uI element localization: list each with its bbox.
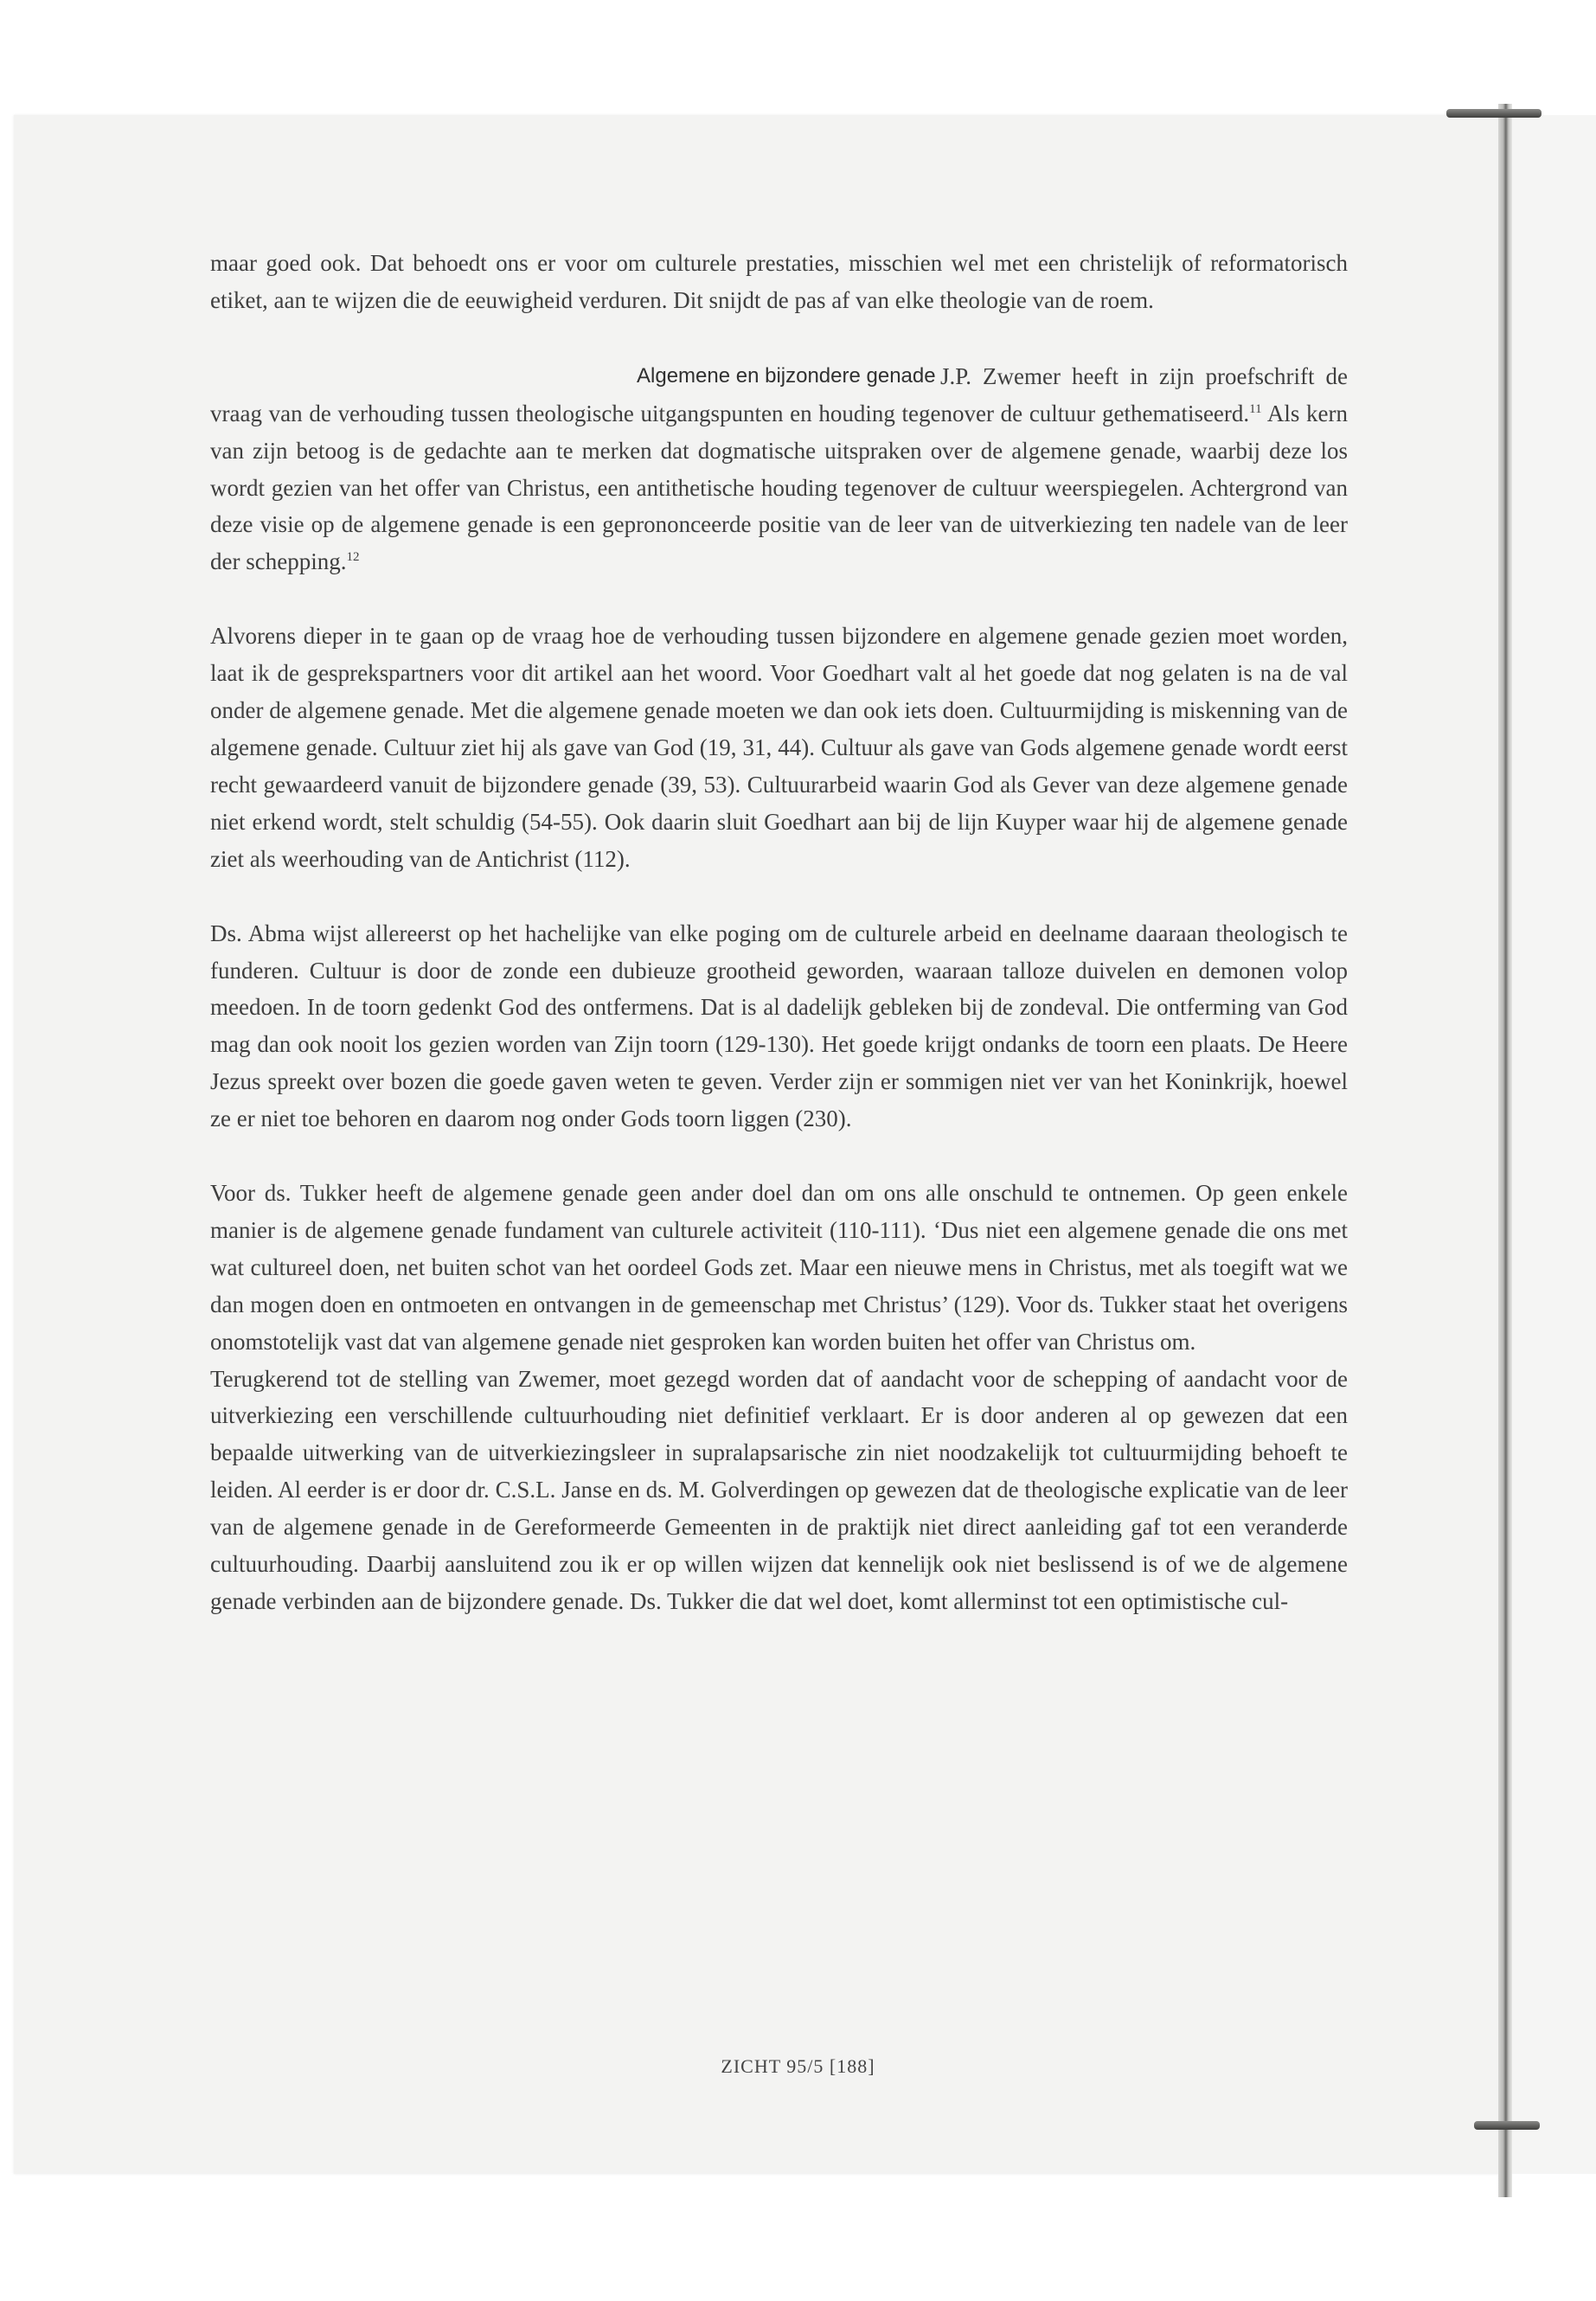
paragraph-goedhart: Alvorens dieper in te gaan op de vraag hoe de verhouding tussen bijzondere en algemene genade gezien moet worden, laat ik de gesprekspartners voor dit artikel aan het woord. Voor Goedhart valt al het goede dat nog gelaten is na de val onder de algemene genade. Met die algemene genade moeten we dan ook iets doen. Cultuurmijding is miskenning van de algemene genade. Cultuur ziet hij als gave van God (19, 31, 44). Cultuur als gave van Gods algemene genade wordt eerst recht gewaardeerd vanuit de bijzondere genade (39, 53). Cultuurarbeid waarin God als Gever van deze algemene genade niet erkend wordt, stelt schuldig (54-55). Ook daarin sluit Goedhart aan bij de lijn Kuyper waar hij de algemene genade ziet als weerhouding van de Antichrist (112). — [210, 623, 1348, 872]
page-footer: ZICHT 95/5 [188] — [721, 2055, 875, 2077]
binding-spine — [1498, 104, 1512, 2197]
paragraph-tukker: Voor ds. Tukker heeft de algemene genade geen ander doel dan om ons alle onschuld te ontnemen. Op geen enkele manier is de algemene genade fundament van culturele activiteit (110-111). ‘Dus niet een algemene genade die ons met wat cultureel doen, net buiten schot van het oordeel Gods zet. Maar een nieuwe mens in Christus, met als toegift wat we dan mogen doen en ontmoeten en ontvangen in de gemeenschap met Christus’ (129). Voor ds. Tukker staat het overigens onomstotelijk vast dat van algemene genade niet gesproken kan worden buiten het offer van Christus om. — [210, 1180, 1348, 1355]
paragraph-terugkerend: Terugkerend tot de stelling van Zwemer, moet gezegd worden dat of aandacht voor de schepping of aandacht voor de uitverkiezing een verschillende cultuurhouding niet definitief verklaart. Er is door anderen al op gewezen dat een bepaalde uitwerking van de uitverkiezingsleer in supralapsarische zin niet noodzakelijk tot cultuurmijding behoeft te leiden. Al eerder is er door dr. C.S.L. Janse en ds. M. Golverdingen op gewezen dat de theologische explicatie van de leer van de algemene genade in de Gereformeerde Gemeenten in de praktijk niet direct aanleiding gaf tot een veranderde cultuurhouding. Daarbij aansluitend zou ik er op willen wijzen dat kennelijk ook niet beslissend is of we de algemene genade verbinden aan de bijzondere genade. Ds. Tukker die dat wel doet, komt allerminst tot een optimistische cul- — [210, 1365, 1348, 1615]
paragraph-top: maar goed ook. Dat behoedt ons er voor om culturele prestaties, misschien wel met een christelijk of reformatorisch etiket, aan te wijzen die de eeuwigheid verduren. Dit snijdt de pas af van elke theologie van de roem. — [210, 250, 1348, 313]
paragraph-zwemer-b: Als kern van zijn betoog is de gedachte aan te merken dat dogmatische uitspraken over de algemene genade, waarbij deze los wordt gezien van het offer van Christus, een antithetische houding tegenover de cultuur weerspiegelen. Achtergrond van deze visie op de algemene genade is een geprononceerde positie van de leer van de uitverkiezing ten nadele van de leer der schepping. — [210, 400, 1348, 575]
binder-clip-top — [1446, 109, 1542, 118]
adjacent-page-edge — [1509, 115, 1596, 2174]
paragraph-abma: Ds. Abma wijst allereerst op het hachelijke van elke poging om de culturele arbeid en deelname daaraan theologisch te funderen. Cultuur is door de zonde een dubieuze grootheid geworden, waaraan talloze duivelen en demonen volop meedoen. In de toorn gedenkt God des ontfermens. Dat is al dadelijk gebleken bij de zondeval. Die ontferming van God mag dan ook nooit los gezien worden van Zijn toorn (129-130). Het goede krijgt ondanks de toorn een plaats. De Heere Jezus spreekt over bozen die goede gaven weten te geven. Verder zijn er sommigen niet ver van het Koninkrijk, hoewel ze er niet toe behoren en daarom nog onder Gods toorn liggen (230). — [210, 920, 1348, 1132]
section-heading: Algemene en bijzondere genade — [637, 363, 936, 388]
paragraph-zwemer-a: J.P. Zwemer heeft in zijn proefschrift de vraag van de verhouding tussen theologische uitgangspunten en houding tegenover de cultuur gethematiseerd. — [210, 362, 1348, 426]
binder-clip-bottom — [1474, 2121, 1540, 2130]
article-body — [210, 245, 1348, 1620]
footnote-ref-11: 11 — [1249, 401, 1262, 416]
footnote-ref-12: 12 — [346, 550, 360, 565]
